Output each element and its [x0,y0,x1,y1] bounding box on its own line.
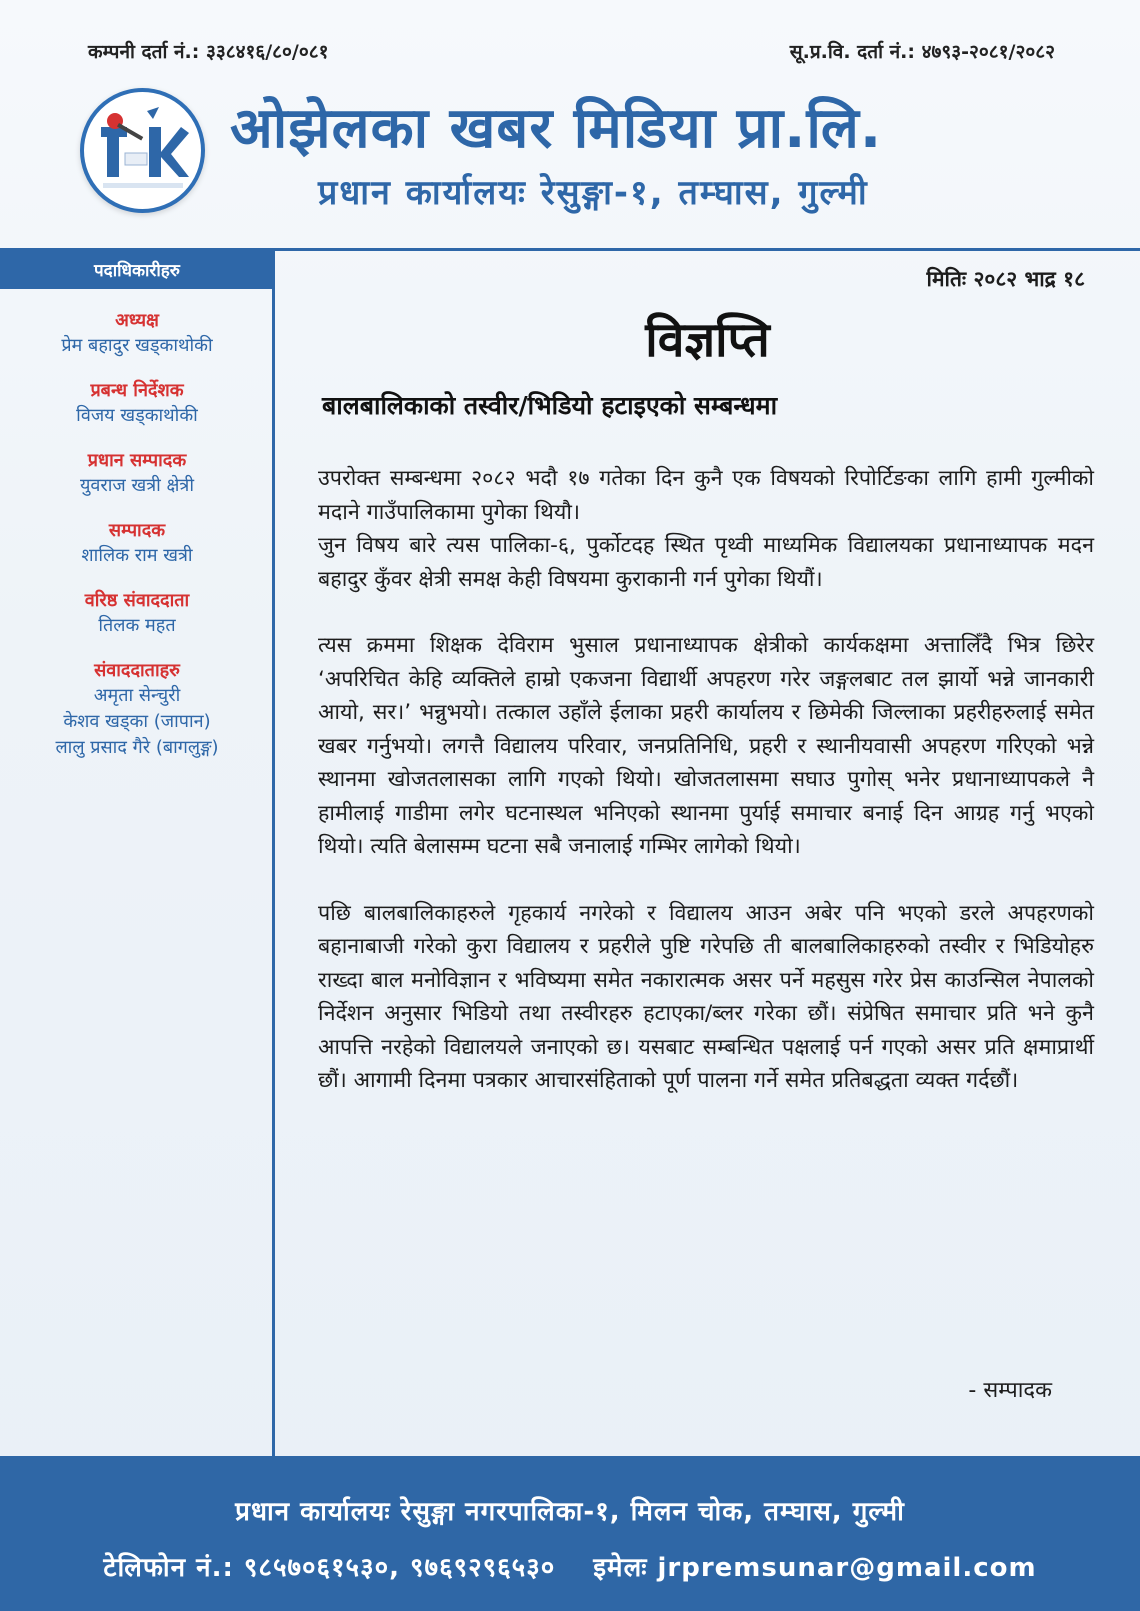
footer-contact [0,1548,1140,1584]
role-label: प्रबन्ध निर्देशक [90,380,184,401]
person-name: लालु प्रसाद गैरे (बागलुङ्ग) [55,737,219,758]
person-name: विजय खड्काथोकी [76,405,198,426]
notice-date: मितिः २०८२ भाद्र १८ [926,267,1085,291]
role-label: वरिष्ठ संवाददाता [84,590,190,611]
footer-email[interactable]: इमेलः jrpremsunar@gmail.com [593,1553,1037,1583]
role-label: सम्पादक [108,520,166,541]
paragraph: उपरोक्त सम्बन्धमा २०८२ भदौ १७ गतेका दिन कुनै एक विषयको रिपोर्टिङका लागि हामी गुल्मीको मदाने गाउँपालिकामा पुगेका थियौ। [318,466,1094,525]
role-senior-correspondent [0,589,274,639]
notice-body [318,462,1094,1098]
person-name: शालिक राम खत्री [81,545,193,566]
head-office-address: प्रधान कार्यालयः रेसुङ्गा-१, तम्घास, गुल्मी [318,173,869,213]
notice-title: विज्ञप्ति [645,312,770,368]
role-label: संवाददाताहरु [94,660,180,681]
press-registration: सू.प्र.वि. दर्ता नं.: ४७९३-२०८१/२०८२ [789,41,1055,63]
signature: - सम्पादक [968,1378,1052,1403]
footer [0,1456,1140,1611]
officials-sidebar [0,251,274,1456]
ok-logo-icon [89,97,197,205]
person-name: युवराज खत्री क्षेत्री [79,475,195,496]
role-editor [0,519,274,569]
person-name: तिलक महत [98,615,176,636]
role-managing-director [0,379,274,429]
footer-phone: टेलिफोन नं.: ९८५७०६१५३०, ९७६९२९६५३० [103,1553,556,1583]
paragraph: पछि बालबालिकाहरुले गृहकार्य नगरेको र विद्यालय आउन अबेर पनि भएको डरले अपहरणको बहानाबाजी गरेको कुरा विद्यालय र प्रहरीले पुष्टि गरेपछि ती बालबालिकाहरुको तस्वीर र भिडियोहरु राख्दा बाल मनोविज्ञान र भविष्यमा समेत नकारात्मक असर पर्ने महसुस गरेर प्रेस काउन्सिल नेपालको निर्देशन अनुसार भिडियो तथा तस्वीरहरु हटाएका/ब्लर गरेका छौं। संप्रेषित समाचार प्रति भने कुनै आपत्ति नरहेको विद्यालयले जनाएको छ। यसबाट सम्बन्धित पक्षलाई पर्न गएको असर प्रति क्षमाप्रार्थी छौं। आगामी दिनमा पत्रकार आचारसंहिताको पूर्ण पालना गर्ने समेत प्रतिबद्धता व्यक्त गर्दछौं। [318,900,1094,1093]
paragraph: जुन विषय बारे त्यस पालिका-६, पुर्कोटदह स्थित पृथ्वी माध्यमिक विद्यालयका प्रधानाध्यापक मदन बहादुर कुँवर क्षेत्री समक्ष केही विषयमा कुराकानी गर्न पुगेका थियौं। [318,533,1094,592]
person-name: अमृता सेन्चुरी [93,685,181,706]
footer-address: प्रधान कार्यालयः रेसुङ्गा नगरपालिका-१, मिलन चोक, तम्घास, गुल्मी [235,1497,905,1527]
sidebar-divider [272,251,275,1456]
role-label: अध्यक्ष [115,310,159,331]
company-registration: कम्पनी दर्ता नं.: ३३८४१६/८०/०८१ [88,41,329,63]
role-correspondents [0,659,274,761]
notice-subject: बालबालिकाको तस्वीर/भिडियो हटाइएको सम्बन्धमा [322,391,778,420]
company-name: ओझेलका खबर मिडिया प्रा.लि. [230,96,883,161]
paragraph: त्यस क्रममा शिक्षक देविराम भुसाल प्रधानाध्यापक क्षेत्रीको कार्यकक्षमा अत्तालिँदै भित्र छिरेर ‘अपरिचित केहि व्यक्तिले हाम्रो एकजना विद्यार्थी अपहरण गरेर जङ्गलबाट तल झार्यो भन्ने जानकारी आयो, सर।’ भन्नुभयो। तत्काल उहाँले ईलाका प्रहरी कार्यालय र छिमेकी जिल्लाका प्रहरीहरुलाई समेत खबर गर्नुभयो। लगत्तै विद्यालय परिवार, जनप्रतिनिधि, प्रहरी र स्थानीयवासी अपहरण गरिएको भन्ने स्थानमा खोजतलासका लागि गएको थियो। खोजतलासमा सघाउ पुगोस् भनेर प्रधानाध्यापकले नै हामीलाई गाडीमा लगेर घटनास्थल भनिएको स्थानमा पुर्याई समाचार बनाई दिन आग्रह गर्नु भएको थियो। त्यति बेलासम्म घटना सबै जनालाई गम्भिर लागेको थियो। [318,633,1094,859]
role-chairman [0,309,274,359]
person-name: केशव खड्का (जापान) [63,711,211,732]
person-name: प्रेम बहादुर खड्काथोकी [61,335,213,356]
role-chief-editor [0,449,274,499]
company-logo [80,88,205,213]
role-label: प्रधान सम्पादक [87,450,187,471]
sidebar-title: पदाधिकारीहरु [0,251,274,289]
